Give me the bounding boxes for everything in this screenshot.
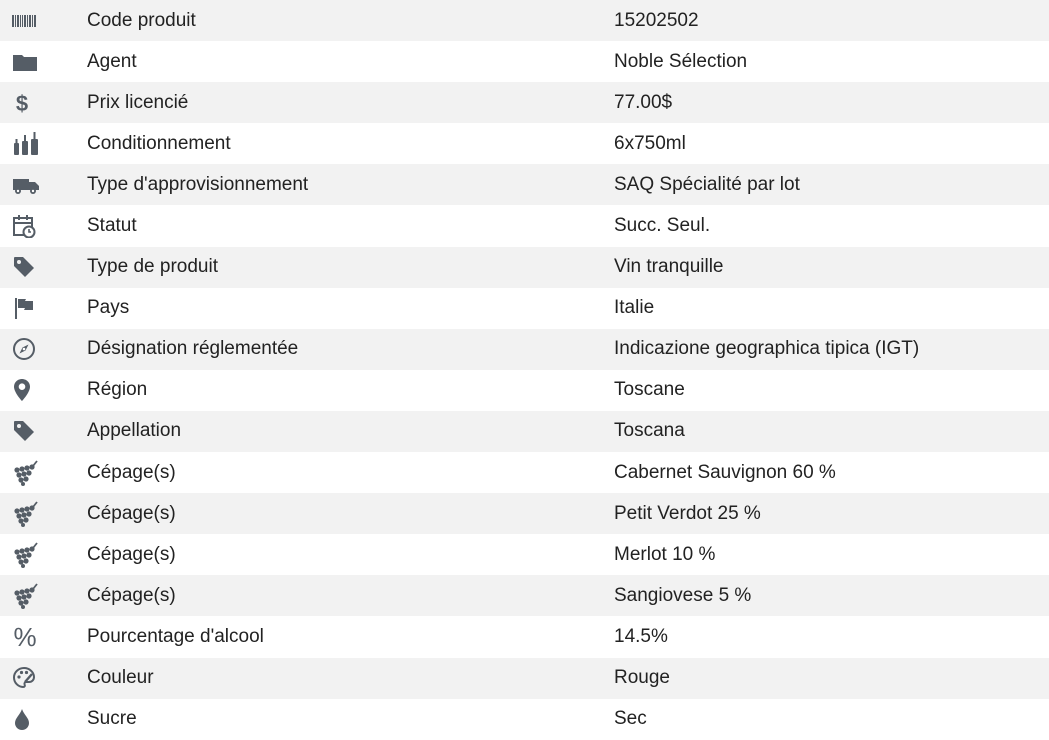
palette-icon — [0, 666, 87, 690]
spec-label: Prix licencié — [87, 91, 189, 113]
spec-value: 6x750ml — [614, 132, 686, 154]
spec-value: Indicazione geographica tipica (IGT) — [614, 338, 920, 360]
spec-value: Toscana — [614, 420, 685, 442]
spec-value: Vin tranquille — [614, 256, 724, 278]
spec-value: Cabernet Sauvignon 60 % — [614, 461, 836, 483]
spec-row — [0, 411, 1049, 452]
spec-label: Couleur — [87, 667, 154, 689]
spec-label: Code produit — [87, 9, 196, 31]
spec-label: Cépage(s) — [87, 502, 176, 524]
tag-icon — [0, 255, 87, 279]
spec-row — [0, 658, 1049, 699]
spec-row — [0, 247, 1049, 288]
grapes-icon — [0, 501, 87, 527]
svg-text:$: $ — [15, 90, 29, 115]
spec-label: Désignation réglementée — [87, 338, 299, 360]
spec-row — [0, 534, 1049, 575]
spec-value: 15202502 — [614, 9, 699, 31]
spec-row — [0, 370, 1049, 411]
spec-row — [0, 493, 1049, 534]
grapes-icon — [0, 583, 87, 609]
spec-label: Sucre — [87, 708, 137, 730]
spec-row — [0, 575, 1049, 616]
percent-icon — [0, 624, 87, 650]
spec-label: Pays — [87, 297, 130, 319]
spec-label: Cépage(s) — [87, 461, 176, 483]
spec-value: Merlot 10 % — [614, 543, 716, 565]
spec-label: Cépage(s) — [87, 584, 176, 606]
spec-label: Région — [87, 379, 148, 401]
spec-row — [0, 41, 1049, 82]
tag-icon — [0, 419, 87, 443]
flag-icon — [0, 296, 87, 320]
drop-icon — [0, 707, 87, 731]
grapes-icon — [0, 460, 87, 486]
spec-value: Toscane — [614, 379, 685, 401]
spec-row — [0, 329, 1049, 370]
barcode-icon — [0, 14, 87, 28]
calendar-clock-icon — [0, 214, 87, 238]
map-pin-icon — [0, 378, 87, 402]
spec-value: 77.00$ — [614, 91, 673, 113]
grapes-icon — [0, 542, 87, 568]
spec-value: Italie — [614, 297, 655, 319]
spec-row — [0, 452, 1049, 493]
spec-row — [0, 699, 1049, 740]
truck-icon — [0, 175, 87, 195]
spec-label: Agent — [87, 50, 137, 72]
spec-value: Sec — [614, 708, 647, 730]
spec-value: Noble Sélection — [614, 50, 748, 72]
svg-text:%: % — [13, 623, 37, 650]
spec-value: Petit Verdot 25 % — [614, 502, 761, 524]
folder-icon — [0, 52, 87, 72]
spec-label: Conditionnement — [87, 132, 231, 154]
spec-row — [0, 123, 1049, 164]
spec-row — [0, 164, 1049, 205]
bottles-icon — [0, 132, 87, 156]
spec-value: 14.5% — [614, 625, 668, 647]
dollar-icon — [0, 91, 87, 115]
spec-label: Type de produit — [87, 256, 218, 278]
spec-row — [0, 616, 1049, 657]
spec-row — [0, 288, 1049, 329]
spec-row — [0, 82, 1049, 123]
spec-label: Statut — [87, 215, 137, 237]
spec-value: Rouge — [614, 667, 670, 689]
spec-label: Appellation — [87, 420, 182, 442]
compass-icon — [0, 337, 87, 361]
spec-label: Cépage(s) — [87, 543, 176, 565]
spec-value: Sangiovese 5 % — [614, 584, 752, 606]
spec-row — [0, 205, 1049, 246]
spec-label: Type d'approvisionnement — [87, 173, 309, 195]
spec-value: SAQ Spécialité par lot — [614, 173, 800, 195]
spec-label: Pourcentage d'alcool — [87, 625, 264, 647]
spec-value: Succ. Seul. — [614, 215, 711, 237]
spec-row — [0, 0, 1049, 41]
